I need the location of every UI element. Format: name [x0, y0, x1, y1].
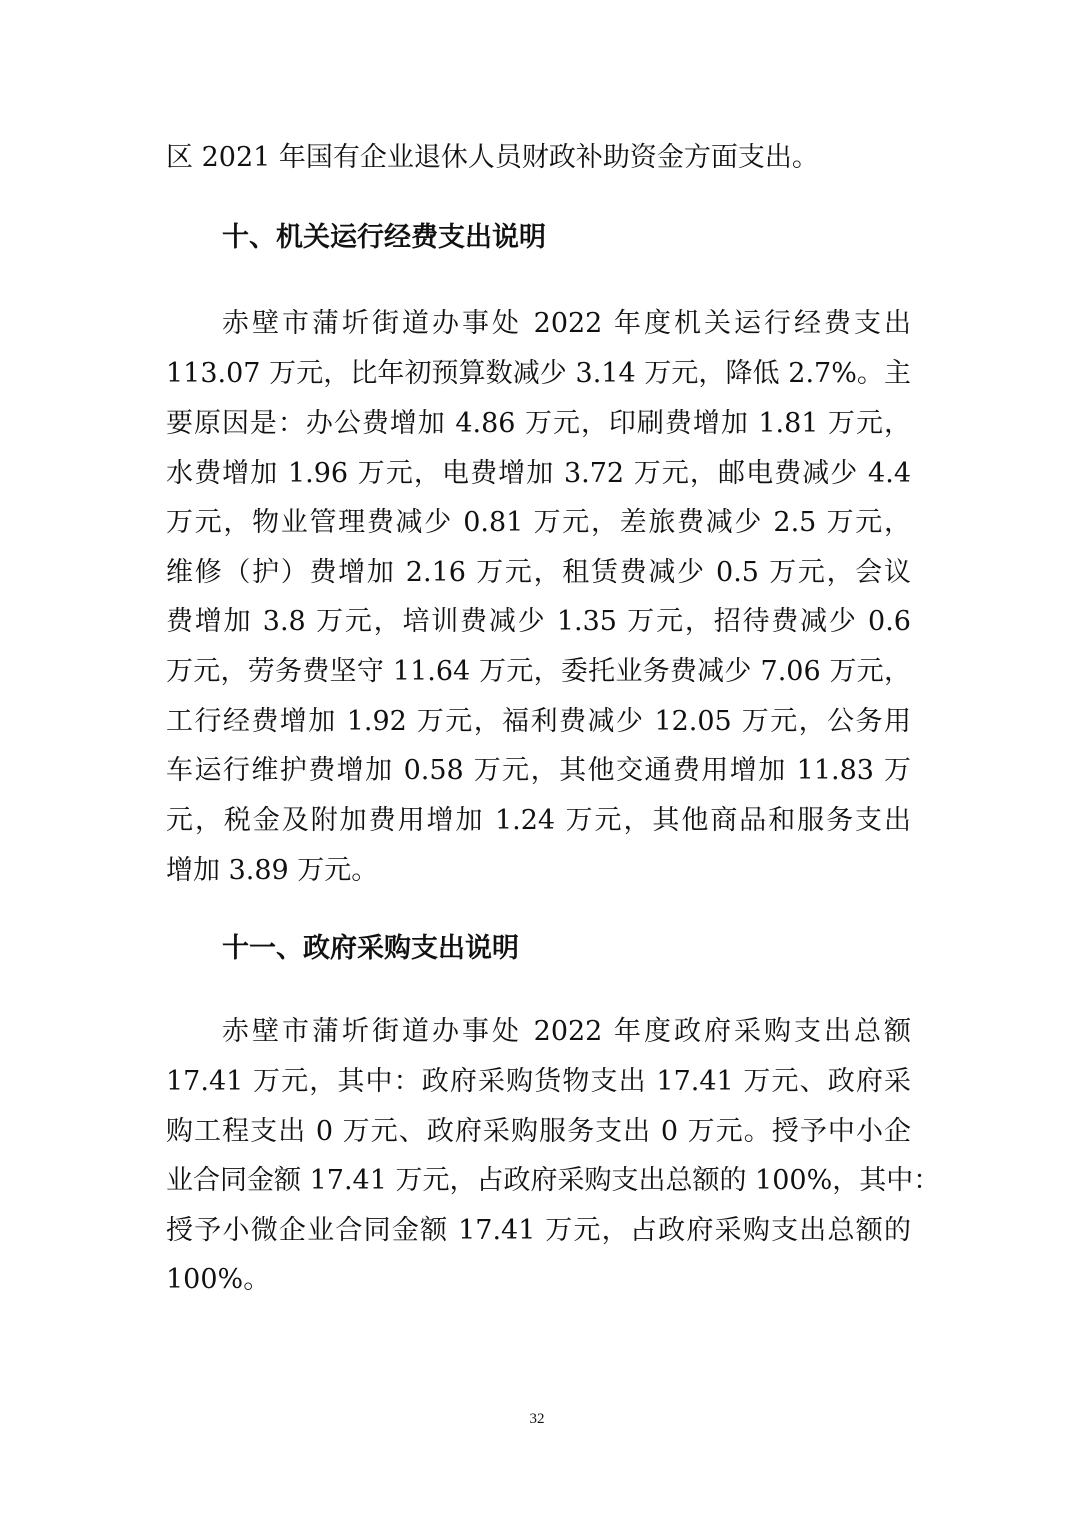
- paragraph-line: 工行经费增加 1.92 万元，福利费减少 12.05 万元，公务用: [166, 706, 911, 737]
- paragraph-line: 授予小微企业合同金额 17.41 万元，占政府采购支出总额的: [166, 1215, 911, 1246]
- page-number: 32: [529, 1411, 545, 1427]
- paragraph-line: 水费增加 1.96 万元，电费增加 3.72 万元，邮电费减少 4.4: [166, 458, 911, 489]
- paragraph-line: 购工程支出 0 万元、政府采购服务支出 0 万元。授予中小企: [166, 1116, 911, 1147]
- paragraph-line: 万元，物业管理费减少 0.81 万元，差旅费减少 2.5 万元，: [166, 507, 911, 538]
- paragraph-line: 元，税金及附加费用增加 1.24 万元，其他商品和服务支出: [166, 805, 911, 836]
- paragraph-line: 赤壁市蒲圻街道办事处 2022 年度政府采购支出总额: [222, 1016, 911, 1047]
- paragraph-line: 要原因是：办公费增加 4.86 万元，印刷费增加 1.81 万元，: [166, 408, 911, 439]
- section-heading: 十、机关运行经费支出说明: [222, 222, 546, 253]
- paragraph-line: 增加 3.89 万元。: [166, 855, 379, 886]
- paragraph-line: 区 2021 年国有企业退休人员财政补助资金方面支出。: [166, 142, 819, 173]
- document-page: [166, 0, 941, 1520]
- paragraph-line: 业合同金额 17.41 万元，占政府采购支出总额的 100%，其中：: [166, 1165, 941, 1196]
- paragraph-line: 113.07 万元，比年初预算数减少 3.14 万元，降低 2.7%。主: [166, 358, 911, 389]
- paragraph-line: 维修（护）费增加 2.16 万元，租赁费减少 0.5 万元，会议: [166, 557, 911, 588]
- paragraph-line: 车运行维护费增加 0.58 万元，其他交通费用增加 11.83 万: [166, 755, 911, 786]
- paragraph-line: 费增加 3.8 万元，培训费减少 1.35 万元，招待费减少 0.6: [166, 606, 911, 637]
- paragraph-line: 17.41 万元，其中：政府采购货物支出 17.41 万元、政府采: [166, 1066, 911, 1097]
- paragraph-line: 100%。: [166, 1264, 271, 1295]
- paragraph-line: 赤壁市蒲圻街道办事处 2022 年度机关运行经费支出: [222, 308, 911, 339]
- section-heading: 十一、政府采购支出说明: [222, 933, 519, 964]
- paragraph-line: 万元，劳务费坚守 11.64 万元，委托业务费减少 7.06 万元，: [166, 656, 911, 687]
